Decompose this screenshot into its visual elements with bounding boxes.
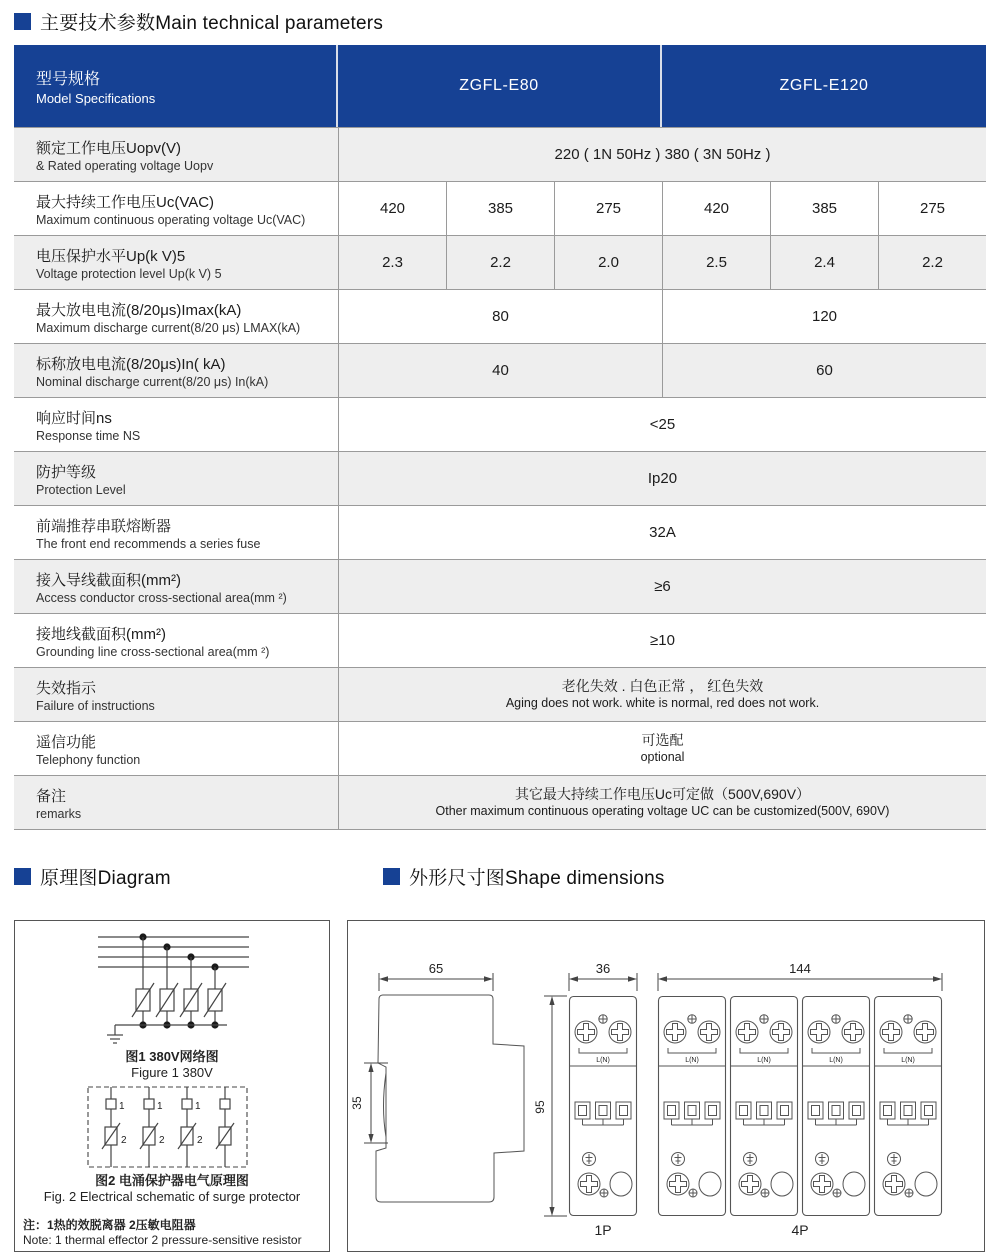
component2-label: 2 [121, 1135, 127, 1146]
schematic-branch [178, 1087, 203, 1167]
param-label-cn: 前端推荐串联熔断器 [36, 517, 172, 535]
param-label-cn: 防护等级 [36, 463, 97, 481]
table-row-protection-level [14, 451, 986, 505]
param-label-en: Access conductor cross-sectional area(mm ²) [36, 590, 287, 605]
component1-label: 1 [195, 1101, 201, 1112]
param-value: ≥10 [338, 614, 986, 667]
param-value: 385 [770, 182, 878, 235]
table-row-grounding-line-area [14, 613, 986, 667]
page-title-text [40, 8, 383, 35]
shape-title-en: Shape dimensions [505, 868, 665, 889]
param-label-en: Grounding line cross-sectional area(mm ²) [36, 644, 270, 659]
param-label [14, 344, 338, 397]
figure2-caption-en: Fig. 2 Electrical schematic of surge protector [43, 1189, 301, 1204]
param-value: 32A [338, 506, 986, 559]
component1-label: 1 [119, 1101, 125, 1112]
dimension-35 [350, 1063, 388, 1143]
param-label [14, 560, 338, 613]
param-label-en: Nominal discharge current(8/20 μs) In(kA) [36, 374, 269, 389]
param-label-en: Maximum discharge current(8/20 μs) LMAX(kA) [36, 320, 301, 335]
component2-label: 2 [159, 1135, 165, 1146]
table-row-access-conductor-area [14, 559, 986, 613]
param-label-cn: 最大持续工作电压Uc(VAC) [36, 193, 215, 211]
param-value: 220 ( 1N 50Hz ) 380 ( 3N 50Hz ) [338, 128, 986, 181]
table-row-telephony-function [14, 721, 986, 775]
param-label-en: Maximum continuous operating voltage Uc(VAC) [36, 212, 306, 227]
label-4p: 4P [791, 1222, 809, 1238]
param-value: 275 [878, 182, 986, 235]
param-value-en: Other maximum continuous operating voltage UC can be customized(500V, 690V) [435, 804, 890, 819]
dim-144-label: 144 [789, 961, 811, 976]
param-label-en: remarks [36, 806, 82, 821]
param-value [338, 668, 986, 721]
param-label [14, 776, 338, 829]
param-value-en: optional [640, 750, 685, 765]
diagram-section-title [14, 863, 383, 890]
param-label-en: The front end recommends a series fuse [36, 536, 261, 551]
param-label-cn: 额定工作电压Uopv(V) [36, 139, 182, 157]
label-1p: 1P [594, 1222, 612, 1238]
schematic-branch [216, 1087, 234, 1167]
diagram-section-title-text [40, 863, 171, 890]
dim-35-label: 35 [350, 1096, 364, 1110]
page-title-en: Main technical parameters [155, 13, 384, 34]
table-row-response-time [14, 397, 986, 451]
param-value-en: Aging does not work. white is normal, red does not work. [505, 696, 820, 711]
shape-section-title-text [409, 863, 665, 890]
note-en: Note: 1 thermal effector 2 pressure-sensitive resistor [23, 1233, 302, 1247]
dim-65-label: 65 [428, 961, 444, 976]
table-row-max-discharge-current [14, 289, 986, 343]
header-model-zgfl-e120: ZGFL-E120 [779, 77, 869, 94]
param-value: 420 [338, 182, 446, 235]
param-label [14, 506, 338, 559]
table-row-voltage-protection-level [14, 235, 986, 289]
blue-square-bullet-icon [383, 868, 400, 885]
diagram-title-cn: 原理图 [40, 868, 98, 889]
figure1-380v-network [98, 933, 249, 1080]
dimension-95 [533, 996, 567, 1216]
diagram-note [23, 1217, 302, 1247]
param-label [14, 182, 338, 235]
param-value: Ip20 [338, 452, 986, 505]
dimension-36 [569, 961, 637, 991]
component2-label: 2 [197, 1135, 203, 1146]
schematic-branch [140, 1087, 165, 1167]
param-label-en: Failure of instructions [36, 698, 155, 713]
header-label-cn: 型号规格 [36, 71, 101, 88]
param-label [14, 452, 338, 505]
param-value: 60 [662, 344, 986, 397]
param-value-cn: 可选配 [641, 732, 684, 749]
shape-dimensions-box [347, 920, 985, 1252]
parameters-table [14, 45, 986, 830]
param-value: 80 [338, 290, 662, 343]
blue-square-bullet-icon [14, 13, 31, 30]
figure2-electrical-schematic [44, 1087, 301, 1204]
figure2-caption-cn: 图2 电涌保护器电气原理图 [95, 1173, 249, 1188]
param-label [14, 614, 338, 667]
param-label [14, 722, 338, 775]
header-model-zgfl-e80: ZGFL-E80 [338, 45, 662, 127]
table-row-remarks [14, 775, 986, 829]
varistor-branch [132, 933, 154, 1028]
table-row-failure-indication [14, 667, 986, 721]
table-row-nominal-discharge-current [14, 343, 986, 397]
param-label-cn: 备注 [36, 787, 67, 805]
table-row-max-continuous-voltage [14, 181, 986, 235]
param-value: 2.0 [554, 236, 662, 289]
varistor-branch [156, 943, 178, 1028]
page-title [14, 8, 1000, 35]
param-label [14, 290, 338, 343]
side-profile-view [376, 995, 524, 1202]
circuit-diagram-box [14, 920, 330, 1252]
param-value [338, 776, 986, 829]
param-value-cn: 其它最大持续工作电压Uc可定做（500V,690V） [514, 786, 811, 803]
shape-title-cn: 外形尺寸图 [409, 868, 506, 889]
figure1-caption-cn: 图1 380V网络图 [125, 1049, 219, 1064]
param-label-en: Telephony function [36, 752, 141, 767]
dim-95-label: 95 [533, 1100, 547, 1114]
param-label-cn: 标称放电电流(8/20μs)In( kA) [36, 355, 226, 373]
param-value: 120 [662, 290, 986, 343]
param-value: <25 [338, 398, 986, 451]
param-value [338, 722, 986, 775]
figure-section-headers [14, 863, 1000, 890]
param-label-cn: 响应时间ns [36, 409, 112, 427]
param-label-en: Protection Level [36, 482, 126, 497]
param-value: 2.5 [662, 236, 770, 289]
param-label [14, 398, 338, 451]
figures-row [14, 920, 1000, 1252]
param-label-cn: 最大放电电流(8/20μs)Imax(kA) [36, 301, 242, 319]
param-value: 2.3 [338, 236, 446, 289]
param-label [14, 668, 338, 721]
dimension-144 [658, 961, 942, 991]
param-value: ≥6 [338, 560, 986, 613]
shape-section-title [383, 863, 665, 890]
param-value: 40 [338, 344, 662, 397]
table-row-rated-voltage [14, 127, 986, 181]
varistor-branch [204, 963, 226, 1028]
dimension-65 [379, 961, 493, 991]
param-value: 275 [554, 182, 662, 235]
blue-square-bullet-icon [14, 868, 31, 885]
param-label-cn: 接入导线截面积(mm²) [36, 571, 181, 589]
dim-36-label: 36 [595, 961, 611, 976]
circuit-diagram-svg [15, 921, 329, 1251]
param-value: 385 [446, 182, 554, 235]
param-label [14, 128, 338, 181]
param-label-cn: 接地线截面积(mm²) [36, 625, 166, 643]
param-label [14, 236, 338, 289]
component1-label: 1 [157, 1101, 163, 1112]
param-label-en: Response time NS [36, 428, 141, 443]
shape-dimensions-svg: L(N) 65 35 95 36 1P 144 4P [348, 921, 984, 1251]
param-label-en: & Rated operating voltage Uopv [36, 158, 214, 173]
param-label-cn: 电压保护水平Up(k V)5 [36, 247, 186, 265]
figure1-caption-en: Figure 1 380V [131, 1065, 213, 1080]
param-label-cn: 失效指示 [36, 679, 97, 697]
varistor-branch [180, 953, 202, 1028]
param-value-cn: 老化失效 . 白色正常 ， 红色失效 [561, 678, 764, 695]
param-value: 420 [662, 182, 770, 235]
page-title-cn: 主要技术参数 [40, 13, 156, 34]
table-row-series-fuse [14, 505, 986, 559]
ground-symbol-icon [107, 1025, 123, 1043]
schematic-branch [102, 1087, 127, 1167]
param-label-cn: 遥信功能 [36, 733, 97, 751]
diagram-title-en: Diagram [97, 868, 171, 889]
header-label-en: Model Specifications [36, 91, 156, 106]
table-header-row [14, 45, 986, 127]
header-model-specs [14, 45, 338, 127]
param-value: 2.2 [878, 236, 986, 289]
param-value: 2.4 [770, 236, 878, 289]
param-label-en: Voltage protection level Up(k V) 5 [36, 266, 222, 281]
param-value: 2.2 [446, 236, 554, 289]
note-cn: 注：1热的效脱离器 2压敏电阻器 [23, 1218, 196, 1232]
